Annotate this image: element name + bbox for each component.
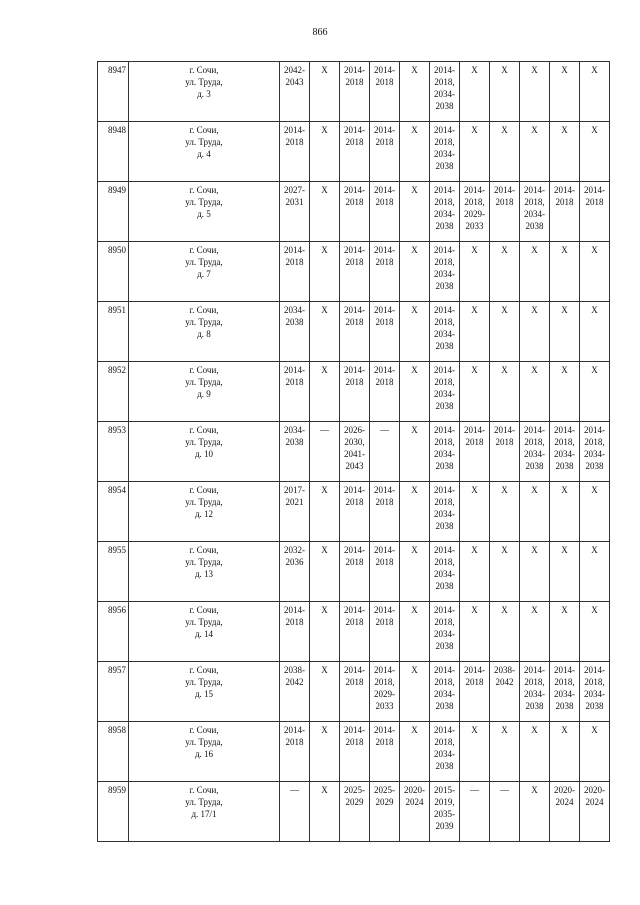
table-row — [98, 782, 610, 842]
address-cell: г. Сочи, ул. Труда, д. 16 — [129, 722, 280, 782]
table-row — [98, 362, 610, 422]
table-row — [98, 542, 610, 602]
record-number: 8953 — [98, 422, 129, 482]
table-row — [98, 122, 610, 182]
period-cell: 2032- 2036 — [280, 542, 310, 602]
period-cell: 2034- 2038 — [280, 422, 310, 482]
address-cell: г. Сочи, ул. Труда, д. 8 — [129, 302, 280, 362]
period-cell: X — [460, 722, 490, 782]
period-cell: 2038- 2042 — [490, 662, 520, 722]
address-cell: г. Сочи, ул. Труда, д. 12 — [129, 482, 280, 542]
period-cell: — — [310, 422, 340, 482]
period-cell: X — [580, 542, 610, 602]
period-cell: 2014- 2018, 2034- 2038 — [520, 422, 550, 482]
period-cell: 2014- 2018, 2034- 2038 — [430, 302, 460, 362]
period-cell: X — [520, 362, 550, 422]
capital-repair-schedule-table — [97, 61, 610, 842]
period-cell: 2014- 2018 — [370, 482, 400, 542]
period-cell: 2014- 2018, 2029- 2033 — [370, 662, 400, 722]
period-cell: 2026- 2030, 2041- 2043 — [340, 422, 370, 482]
period-cell: X — [520, 122, 550, 182]
period-cell: 2014- 2018 — [370, 122, 400, 182]
period-cell: X — [580, 62, 610, 122]
period-cell: X — [490, 722, 520, 782]
period-cell: 2014- 2018, 2034- 2038 — [430, 362, 460, 422]
record-number: 8951 — [98, 302, 129, 362]
period-cell: 2014- 2018, 2034- 2038 — [550, 422, 580, 482]
period-cell: 2014- 2018 — [280, 362, 310, 422]
period-cell: X — [490, 362, 520, 422]
period-cell: 2034- 2038 — [280, 302, 310, 362]
period-cell: 2014- 2018, 2034- 2038 — [430, 482, 460, 542]
period-cell: 2014- 2018, 2034- 2038 — [430, 62, 460, 122]
address-cell: г. Сочи, ул. Труда, д. 17/1 — [129, 782, 280, 842]
period-cell: 2042- 2043 — [280, 62, 310, 122]
period-cell: X — [310, 782, 340, 842]
period-cell: X — [400, 182, 430, 242]
period-cell: 2014- 2018 — [340, 302, 370, 362]
period-cell: X — [520, 482, 550, 542]
period-cell: X — [580, 242, 610, 302]
period-cell: X — [550, 242, 580, 302]
period-cell: X — [550, 302, 580, 362]
period-cell: X — [460, 242, 490, 302]
period-cell: 2014- 2018 — [370, 62, 400, 122]
period-cell: 2014- 2018 — [340, 182, 370, 242]
period-cell: X — [490, 122, 520, 182]
period-cell: 2014- 2018, 2034- 2038 — [550, 662, 580, 722]
table-row — [98, 722, 610, 782]
period-cell: X — [400, 62, 430, 122]
address-cell: г. Сочи, ул. Труда, д. 5 — [129, 182, 280, 242]
period-cell: 2014- 2018, 2034- 2038 — [520, 182, 550, 242]
period-cell: 2020- 2024 — [550, 782, 580, 842]
period-cell: 2017- 2021 — [280, 482, 310, 542]
period-cell: 2014- 2018, 2034- 2038 — [430, 602, 460, 662]
record-number: 8952 — [98, 362, 129, 422]
period-cell: X — [400, 602, 430, 662]
period-cell: X — [520, 602, 550, 662]
period-cell: 2014- 2018, 2029- 2033 — [460, 182, 490, 242]
period-cell: X — [550, 602, 580, 662]
period-cell: X — [520, 62, 550, 122]
period-cell: X — [310, 482, 340, 542]
address-cell: г. Сочи, ул. Труда, д. 15 — [129, 662, 280, 722]
period-cell: 2025- 2029 — [370, 782, 400, 842]
period-cell: — — [490, 782, 520, 842]
period-cell: X — [580, 362, 610, 422]
table-row — [98, 662, 610, 722]
period-cell: 2014- 2018, 2034- 2038 — [430, 662, 460, 722]
period-cell: 2038- 2042 — [280, 662, 310, 722]
period-cell: X — [460, 482, 490, 542]
period-cell: X — [550, 722, 580, 782]
table-row — [98, 482, 610, 542]
record-number: 8959 — [98, 782, 129, 842]
period-cell: X — [520, 722, 550, 782]
address-cell: г. Сочи, ул. Труда, д. 3 — [129, 62, 280, 122]
period-cell: 2015- 2019, 2035- 2039 — [430, 782, 460, 842]
period-cell: X — [400, 722, 430, 782]
period-cell: 2014- 2018 — [280, 602, 310, 662]
period-cell: X — [580, 302, 610, 362]
record-number: 8955 — [98, 542, 129, 602]
period-cell: X — [460, 602, 490, 662]
table-row — [98, 422, 610, 482]
period-cell: 2014- 2018 — [280, 122, 310, 182]
period-cell: X — [520, 782, 550, 842]
period-cell: 2020- 2024 — [580, 782, 610, 842]
period-cell: — — [370, 422, 400, 482]
address-cell: г. Сочи, ул. Труда, д. 4 — [129, 122, 280, 182]
record-number: 8957 — [98, 662, 129, 722]
period-cell: X — [400, 422, 430, 482]
period-cell: X — [310, 302, 340, 362]
period-cell: 2014- 2018, 2034- 2038 — [430, 122, 460, 182]
period-cell: X — [310, 662, 340, 722]
record-number: 8954 — [98, 482, 129, 542]
record-number: 8948 — [98, 122, 129, 182]
period-cell: 2014- 2018 — [340, 242, 370, 302]
period-cell: 2014- 2018 — [370, 602, 400, 662]
table-row — [98, 62, 610, 122]
period-cell: 2014- 2018, 2034- 2038 — [430, 242, 460, 302]
period-cell: 2014- 2018, 2034- 2038 — [430, 422, 460, 482]
address-cell: г. Сочи, ул. Труда, д. 13 — [129, 542, 280, 602]
period-cell: 2014- 2018 — [340, 602, 370, 662]
period-cell: 2025- 2029 — [340, 782, 370, 842]
period-cell: 2014- 2018, 2034- 2038 — [430, 722, 460, 782]
period-cell: 2014- 2018 — [370, 362, 400, 422]
period-cell: X — [400, 242, 430, 302]
period-cell: X — [580, 482, 610, 542]
period-cell: X — [520, 242, 550, 302]
period-cell: X — [580, 722, 610, 782]
table-row — [98, 182, 610, 242]
period-cell: X — [490, 482, 520, 542]
period-cell: X — [400, 362, 430, 422]
period-cell: 2014- 2018 — [280, 242, 310, 302]
table-row — [98, 302, 610, 362]
record-number: 8956 — [98, 602, 129, 662]
period-cell: 2014- 2018 — [340, 122, 370, 182]
period-cell: X — [460, 122, 490, 182]
period-cell: X — [550, 482, 580, 542]
period-cell: X — [310, 542, 340, 602]
period-cell: X — [400, 542, 430, 602]
period-cell: X — [460, 542, 490, 602]
period-cell: X — [400, 302, 430, 362]
period-cell: X — [580, 602, 610, 662]
period-cell: X — [400, 482, 430, 542]
period-cell: 2014- 2018 — [340, 482, 370, 542]
page-number: 866 — [312, 27, 328, 38]
address-cell: г. Сочи, ул. Труда, д. 14 — [129, 602, 280, 662]
address-cell: г. Сочи, ул. Труда, д. 7 — [129, 242, 280, 302]
period-cell: 2014- 2018 — [370, 302, 400, 362]
period-cell: 2014- 2018 — [370, 182, 400, 242]
period-cell: X — [550, 62, 580, 122]
record-number: 8950 — [98, 242, 129, 302]
period-cell: 2014- 2018 — [370, 722, 400, 782]
period-cell: 2014- 2018 — [460, 422, 490, 482]
period-cell: 2014- 2018 — [340, 362, 370, 422]
period-cell: X — [490, 242, 520, 302]
period-cell: 2014- 2018 — [340, 542, 370, 602]
period-cell: 2014- 2018 — [370, 242, 400, 302]
period-cell: 2014- 2018, 2034- 2038 — [580, 422, 610, 482]
address-cell: г. Сочи, ул. Труда, д. 9 — [129, 362, 280, 422]
period-cell: 2014- 2018 — [550, 182, 580, 242]
record-number: 8949 — [98, 182, 129, 242]
period-cell: X — [490, 602, 520, 662]
period-cell: X — [550, 122, 580, 182]
period-cell: X — [460, 302, 490, 362]
period-cell: 2014- 2018 — [460, 662, 490, 722]
period-cell: X — [310, 122, 340, 182]
period-cell: 2014- 2018, 2034- 2038 — [520, 662, 550, 722]
period-cell: 2014- 2018 — [490, 182, 520, 242]
period-cell: 2014- 2018, 2034- 2038 — [430, 182, 460, 242]
period-cell: 2014- 2018 — [370, 542, 400, 602]
period-cell: — — [460, 782, 490, 842]
period-cell: 2020- 2024 — [400, 782, 430, 842]
period-cell: — — [280, 782, 310, 842]
period-cell: 2014- 2018 — [340, 62, 370, 122]
period-cell: 2014- 2018 — [490, 422, 520, 482]
period-cell: 2014- 2018, 2034- 2038 — [430, 542, 460, 602]
period-cell: X — [310, 242, 340, 302]
period-cell: X — [400, 662, 430, 722]
period-cell: X — [310, 602, 340, 662]
period-cell: 2027- 2031 — [280, 182, 310, 242]
period-cell: 2014- 2018 — [340, 662, 370, 722]
period-cell: X — [520, 302, 550, 362]
period-cell: X — [550, 542, 580, 602]
period-cell: 2014- 2018, 2034- 2038 — [580, 662, 610, 722]
record-number: 8947 — [98, 62, 129, 122]
address-cell: г. Сочи, ул. Труда, д. 10 — [129, 422, 280, 482]
period-cell: X — [460, 362, 490, 422]
period-cell: X — [310, 362, 340, 422]
period-cell: X — [550, 362, 580, 422]
period-cell: X — [490, 62, 520, 122]
period-cell: X — [400, 122, 430, 182]
record-number: 8958 — [98, 722, 129, 782]
table-row — [98, 602, 610, 662]
period-cell: X — [460, 62, 490, 122]
period-cell: 2014- 2018 — [280, 722, 310, 782]
period-cell: X — [310, 722, 340, 782]
period-cell: X — [580, 122, 610, 182]
period-cell: X — [310, 182, 340, 242]
period-cell: X — [520, 542, 550, 602]
table-row — [98, 242, 610, 302]
period-cell: 2014- 2018 — [340, 722, 370, 782]
period-cell: X — [310, 62, 340, 122]
period-cell: X — [490, 302, 520, 362]
period-cell: X — [490, 542, 520, 602]
period-cell: 2014- 2018 — [580, 182, 610, 242]
